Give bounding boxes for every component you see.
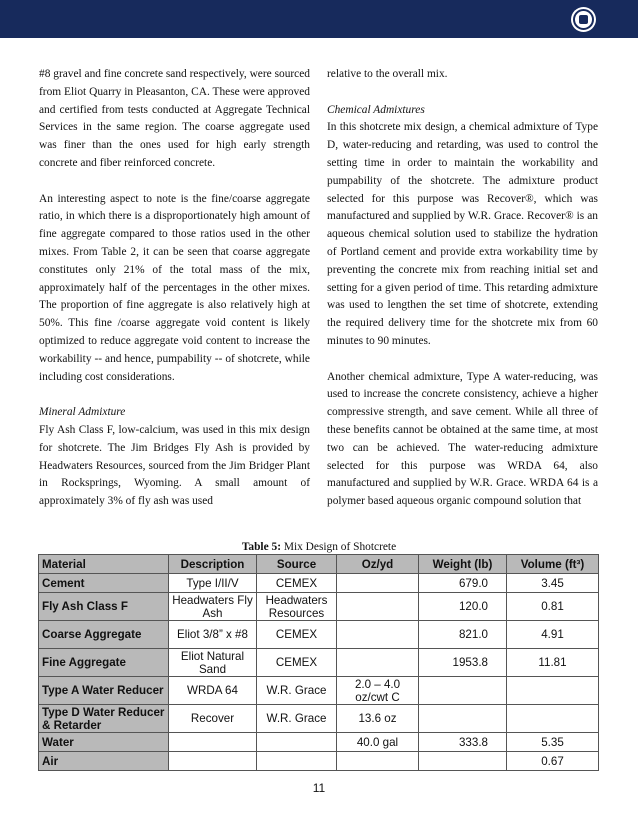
table-cell: 4.91: [507, 621, 599, 649]
table-cell: [169, 733, 257, 752]
table-row: [39, 574, 599, 593]
table-row: [39, 621, 599, 649]
table-cell: [169, 752, 257, 771]
right-column: [327, 66, 598, 511]
column-header: Source: [257, 555, 337, 574]
table-cell: [507, 677, 599, 705]
paragraph: relative to the overall mix.: [327, 68, 448, 80]
column-header: Material: [39, 555, 169, 574]
table-cell: [257, 752, 337, 771]
table-cell: 13.6 oz: [337, 705, 419, 733]
table-cell: 0.67: [507, 752, 599, 771]
paragraph: Another chemical admixture, Type A water-reducing, was used to increase the concrete consistency, achieve a higher compressive strength, and save cement. While all three of these benefits cannot be obtained at the same time, at most two can be achieved. The water-reducing admixture selected for this purpose was WRDA 64, also manufactured and supplied by W.R. Grace. WRDA 64 is a polymer based aqueous organic compound solution that: [327, 370, 598, 508]
table-cell: Coarse Aggregate: [39, 621, 169, 649]
table-cell: [419, 752, 507, 771]
table-cell: [507, 705, 599, 733]
table-header-row: [39, 555, 599, 574]
header-bar: [0, 0, 638, 38]
table-cell: Cement: [39, 574, 169, 593]
table-cell: [419, 705, 507, 733]
table-cell: 0.81: [507, 593, 599, 621]
paragraph-text: Fly Ash Class F, low-calcium, was used in this mix design for shotcrete. The Jim Bridges Fly Ash is provided by Headwaters Resources, sourced from the Jim Bridger Plant in Rocksprings, Wyoming. A small amount of approximately 3% of fly ash was used: [39, 423, 310, 508]
table-cell: [419, 677, 507, 705]
paragraph: [39, 404, 310, 511]
table-cell: Type I/II/V: [169, 574, 257, 593]
table-cell: 2.0 – 4.0 oz/cwt C: [337, 677, 419, 705]
table-cell: Fine Aggregate: [39, 649, 169, 677]
university-seal-icon: [571, 7, 596, 32]
table-cell: [337, 593, 419, 621]
column-header: Description: [169, 555, 257, 574]
table-cell: Type A Water Reducer: [39, 677, 169, 705]
table-row: [39, 593, 599, 621]
table-cell: 40.0 gal: [337, 733, 419, 752]
table-cell: [337, 752, 419, 771]
table-row: [39, 733, 599, 752]
table-cell: Fly Ash Class F: [39, 593, 169, 621]
table-cell: Eliot 3/8” x #8: [169, 621, 257, 649]
table-cell: [257, 733, 337, 752]
mix-design-table: [38, 554, 599, 771]
table-cell: Water: [39, 733, 169, 752]
table-caption-label: Table 5:: [241, 541, 281, 553]
table-row: [39, 677, 599, 705]
table-cell: WRDA 64: [169, 677, 257, 705]
column-header: Weight (lb): [419, 555, 507, 574]
left-column: [39, 66, 310, 511]
table-cell: Eliot Natural Sand: [169, 649, 257, 677]
table-cell: Type D Water Reducer & Retarder: [39, 705, 169, 733]
table-cell: [337, 649, 419, 677]
column-header: Oz/yd: [337, 555, 419, 574]
table-cell: W.R. Grace: [257, 677, 337, 705]
section-subhead: Mineral Admixture: [39, 406, 126, 419]
table-cell: Air: [39, 752, 169, 771]
table-cell: 5.35: [507, 733, 599, 752]
column-header: Volume (ft³): [507, 555, 599, 574]
table-cell: 679.0: [419, 574, 507, 593]
table-cell: CEMEX: [257, 574, 337, 593]
paragraph-text: In this shotcrete mix design, a chemical admixture of Type D, water-reducing and retarding, was used to control the setting time in order to maintain the workability and pumpability of the shotcrete. The admixture product selected for this purpose was Recover®, which was manufactured and supplied by W.R. Grace. Recover® is an aqueous chemical solution used to stabilize the hydration of Portland cement and provide extra workability time by preventing the concrete mix from reaching initial set and setting for a given period of time. This retarding admixture was used to lengthen the set time of shotcrete, extending the required delivery time for the shotcrete mix from 60 minutes to 90 minutes.: [327, 121, 598, 347]
table-cell: [337, 574, 419, 593]
table-cell: CEMEX: [257, 621, 337, 649]
table-cell: Recover: [169, 705, 257, 733]
table-caption-text: Mix Design of Shotcrete: [280, 541, 397, 553]
table-cell: W.R. Grace: [257, 705, 337, 733]
table-cell: CEMEX: [257, 649, 337, 677]
section-subhead: Chemical Admixtures: [327, 103, 425, 116]
table-cell: [337, 621, 419, 649]
table-row: [39, 705, 599, 733]
table-row: [39, 752, 599, 771]
table-cell: 11.81: [507, 649, 599, 677]
table-cell: 3.45: [507, 574, 599, 593]
table-cell: 333.8: [419, 733, 507, 752]
table-row: [39, 649, 599, 677]
table-cell: 120.0: [419, 593, 507, 621]
paragraph: [327, 102, 598, 351]
page-number: 11: [312, 781, 326, 795]
table-caption: [0, 540, 638, 554]
table-cell: 821.0: [419, 621, 507, 649]
paragraph: An interesting aspect to note is the fine/coarse aggregate ratio, in which there is a disproportionately high amount of fine aggregate compared to those ratios used in the other mixes. From Table 2, it can be seen that coarse aggregate constitutes only 21% of the total mass of the mix, approximately half of the percentages in the other mixes. The proportion of fine aggregate is also relatively high at 50%. This fine /coarse aggregate void content is likely optimized to reduce aggregate void content to increase the workability -- and hence, pumpability -- of shotcrete, while including cost considerations.: [39, 192, 310, 383]
table-cell: 1953.8: [419, 649, 507, 677]
paragraph: #8 gravel and fine concrete sand respectively, were sourced from Eliot Quarry in Pleasanton, CA. These were approved and certified from tests conducted at Aggregate Technical Services in the same region. The coarse aggregate used was finer than the ones used for high early strength concrete and fiber reinforced concrete.: [39, 68, 310, 169]
table-cell: Headwaters Fly Ash: [169, 593, 257, 621]
table-cell: Headwaters Resources: [257, 593, 337, 621]
